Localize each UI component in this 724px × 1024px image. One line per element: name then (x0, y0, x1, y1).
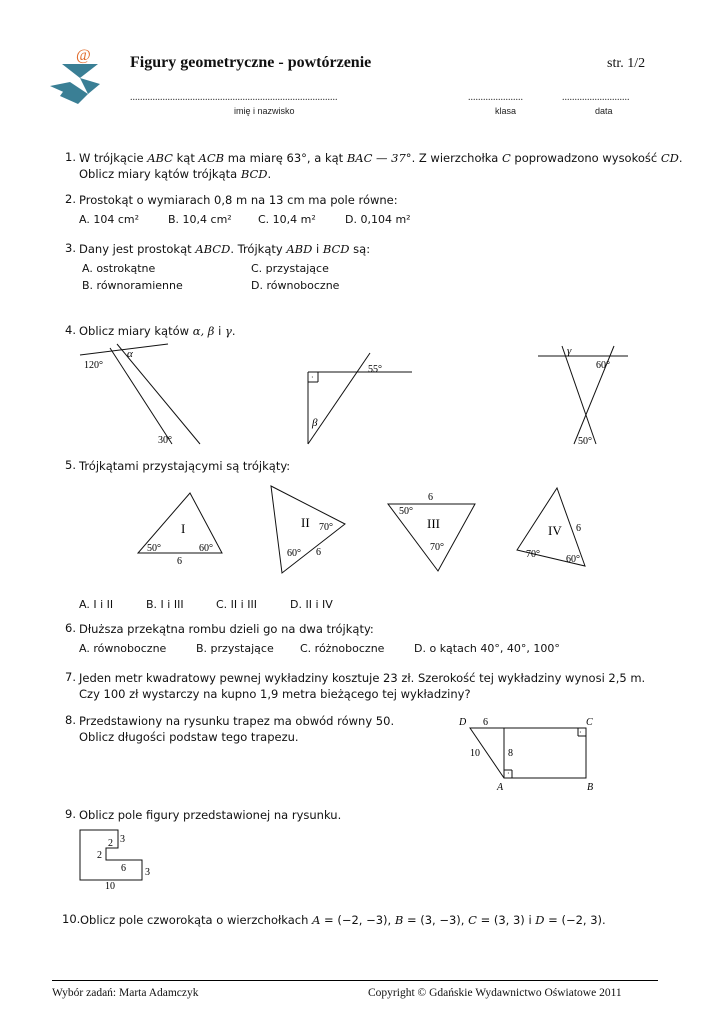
q8-text: Przedstawiony na rysunku trapez ma obwód równy 50. Oblicz długości podstaw tego trapezu. (79, 714, 395, 744)
footer-author: Wybór zadań: Marta Adamczyk (52, 987, 199, 999)
q9-text: Oblicz pole figury przedstawionej na rysunku. (79, 808, 342, 822)
svg-text:·: · (579, 728, 582, 737)
svg-text:6: 6 (483, 717, 488, 728)
svg-text:6: 6 (121, 863, 126, 874)
t3-side: 6 (428, 492, 433, 503)
svg-text:B: B (587, 782, 594, 793)
q2-option-b: B. 10,4 cm² (168, 213, 232, 226)
svg-text:3: 3 (120, 834, 125, 845)
q1-number: 1. (65, 150, 76, 164)
t2-side: 6 (316, 547, 321, 558)
q2-option-a: A. 104 cm² (79, 213, 139, 226)
q5-option-b: B. I i III (146, 598, 184, 611)
q5-option-c: C. II i III (216, 598, 257, 611)
t2-roman: II (301, 515, 310, 530)
fig2-55: 55° (368, 364, 382, 375)
q6-text: Dłuższa przekątna rombu dzieli go na dwa trójkąty: (79, 622, 374, 636)
q3-option-c: C. przystające (251, 262, 329, 275)
q2-option-d: D. 0,104 m² (345, 213, 411, 226)
t4-angle-b: 60° (566, 554, 580, 565)
fig1-alpha: α (127, 348, 133, 360)
q4-text: Oblicz miary kątów α, β i γ. (79, 324, 236, 338)
svg-text:2: 2 (97, 850, 102, 861)
q1-text: W trójkącie ABC kąt ACB ma miarę 63°, a kąt BAC — 37°. Z wierzchołka C poprowadzono wysokość CD. Oblicz miary kątów trójkąta BCD. (79, 151, 683, 181)
q5-number: 5. (65, 458, 76, 472)
svg-text:A: A (497, 782, 504, 793)
date-label: data (595, 106, 613, 116)
q3-text: Dany jest prostokąt ABCD. Trójkąty ABD i BCD są: (79, 242, 371, 256)
svg-text:10: 10 (105, 881, 115, 892)
fig1-30: 30° (158, 435, 172, 446)
q5-option-d: D. II i IV (290, 598, 333, 611)
t3-angle-a: 50° (399, 506, 413, 517)
q2-text: Prostokąt o wymiarach 0,8 m na 13 cm ma pole równe: (79, 193, 398, 207)
t1-side: 6 (177, 556, 182, 567)
page-title: Figury geometryczne - powtórzenie (130, 54, 372, 71)
t3-roman: III (427, 516, 440, 531)
t3-angle-b: 70° (430, 542, 444, 553)
q5-figures (0, 478, 724, 588)
fig2-beta: β (312, 417, 318, 429)
t1-angle-a: 50° (147, 543, 161, 554)
q7-number: 7. (65, 670, 76, 684)
q10-number: 10. (62, 912, 81, 926)
publisher-logo (48, 42, 112, 108)
fig3-gamma: γ (567, 345, 572, 357)
q3-option-a: A. ostrokątne (82, 262, 156, 275)
q4-figures (0, 340, 724, 450)
q9-figure (76, 826, 166, 894)
svg-text:·: · (507, 769, 510, 778)
t4-roman: IV (548, 523, 562, 538)
q10-text: Oblicz pole czworokąta o wierzchołkach A = (−2, −3), B = (3, −3), C = (3, 3) i D = (−2, 3). (80, 913, 606, 927)
logo-at-icon: @ (76, 47, 91, 64)
fig1-120: 120° (84, 360, 103, 371)
fig3-60: 60° (596, 360, 610, 371)
name-label: imię i nazwisko (234, 106, 295, 116)
q3-number: 3. (65, 241, 76, 255)
svg-text:10: 10 (470, 748, 480, 759)
t2-angle-b: 60° (287, 548, 301, 559)
t1-angle-b: 60° (199, 543, 213, 554)
q2-option-c: C. 10,4 m² (258, 213, 316, 226)
q6-option-d: D. o kątach 40°, 40°, 100° (414, 642, 560, 655)
q5-text: Trójkątami przystającymi są trójkąty: (79, 459, 291, 473)
q8-trapezoid (450, 712, 610, 794)
date-line: ........................... (562, 92, 630, 103)
footer-rule (52, 980, 658, 981)
t4-angle-a: 70° (526, 549, 540, 560)
svg-text:3: 3 (145, 867, 150, 878)
fig3-50: 50° (578, 436, 592, 447)
class-label: klasa (495, 106, 517, 116)
name-line: ................................................................................... (130, 92, 338, 103)
svg-text:8: 8 (508, 748, 513, 759)
footer-copyright: Copyright © Gdańskie Wydawnictwo Oświatowe 2011 (368, 987, 622, 999)
q6-number: 6. (65, 621, 76, 635)
q8-number: 8. (65, 713, 76, 727)
svg-text:2: 2 (108, 838, 113, 849)
t1-roman: I (181, 521, 186, 536)
t2-angle-a: 70° (319, 522, 333, 533)
q6-option-b: B. przystające (196, 642, 274, 655)
q5-option-a: A. I i II (79, 598, 114, 611)
page-number: str. 1/2 (607, 56, 646, 71)
svg-text:C: C (586, 717, 593, 728)
class-line: ...................... (468, 92, 523, 103)
q6-option-a: A. równoboczne (79, 642, 167, 655)
svg-text:D: D (459, 717, 467, 728)
q7-text: Jeden metr kwadratowy pewnej wykładziny kosztuje 23 zł. Szerokość tej wykładziny wynosi 2,5 m. Czy 100 zł wystarczy na kupno 1,9 metra bieżącego tej wykładziny? (79, 671, 646, 701)
q3-option-b: B. równoramienne (82, 279, 183, 292)
q4-number: 4. (65, 323, 76, 337)
q9-number: 9. (65, 807, 76, 821)
q6-option-c: C. różnoboczne (300, 642, 385, 655)
q2-number: 2. (65, 192, 76, 206)
t4-side: 6 (576, 523, 581, 534)
q3-option-d: D. równoboczne (251, 279, 340, 292)
fig2-right-angle-dot: · (311, 373, 314, 382)
